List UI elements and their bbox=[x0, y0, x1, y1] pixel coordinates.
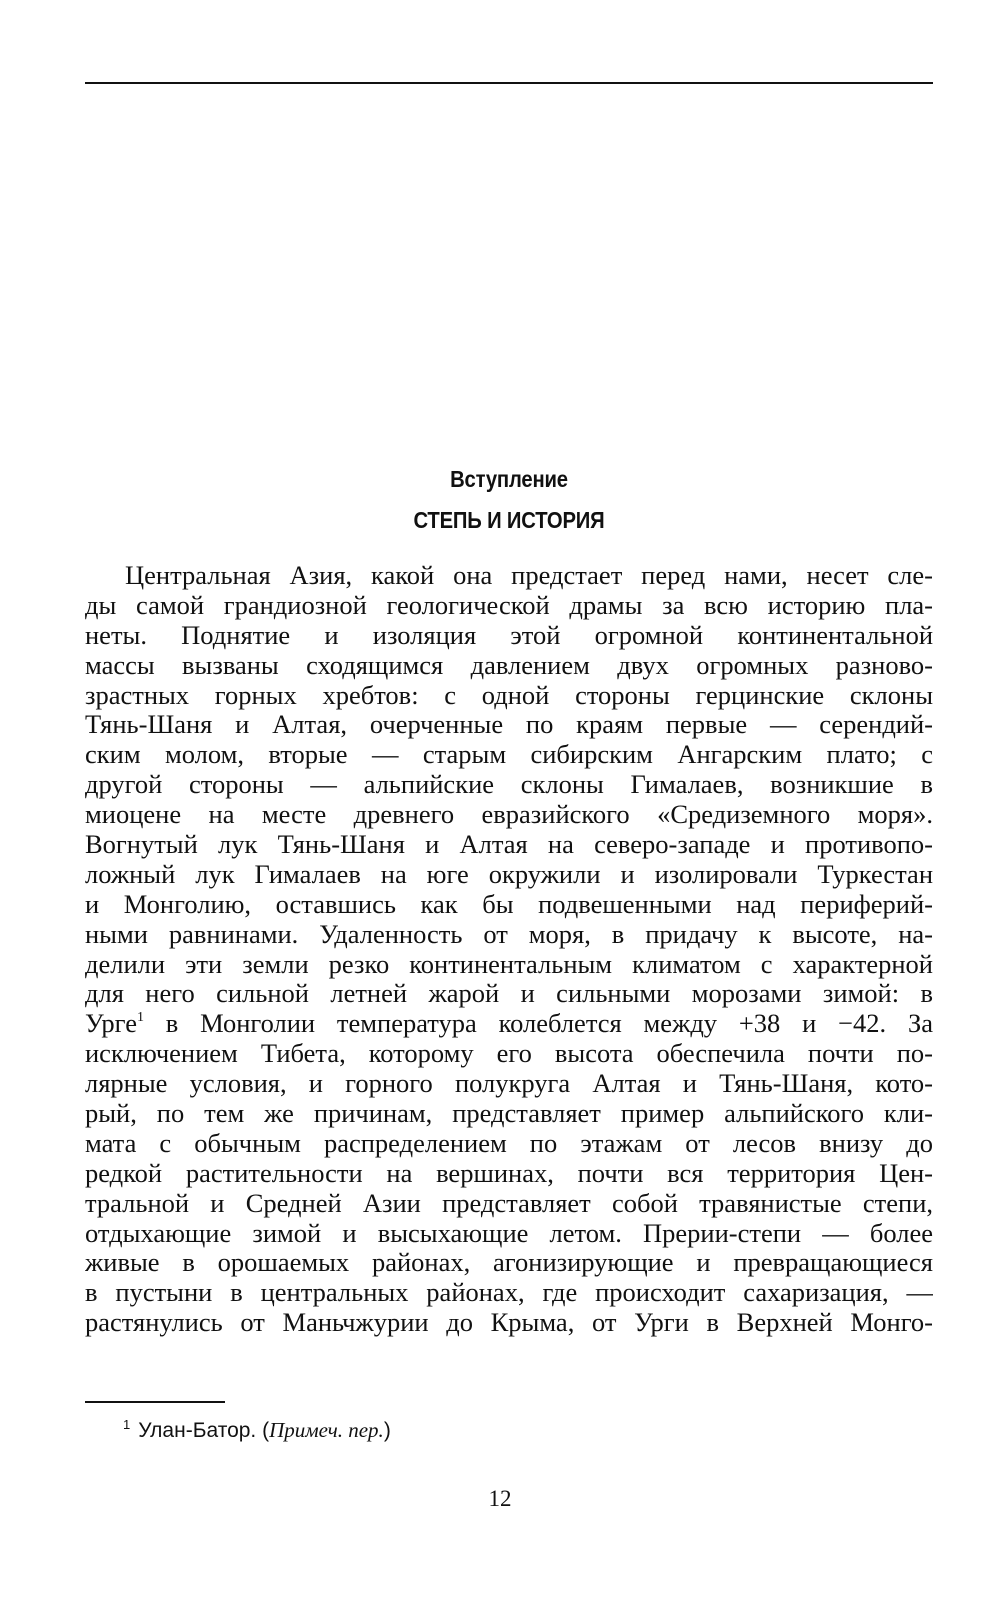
footnote bbox=[123, 1417, 391, 1443]
text-line: другой стороны — альпийские склоны Гималаев, возникшие в bbox=[85, 770, 933, 800]
text-line: отдыхающие зимой и высыхающие летом. Прерии-степи — более bbox=[85, 1218, 933, 1248]
text-line: мата с обычным распределением по этажам от лесов внизу до bbox=[85, 1128, 933, 1158]
text-line: делили эти земли резко континентальным климатом с характерной bbox=[85, 949, 933, 979]
text-line: и Монголию, оставшись как бы подвешенными над периферий- bbox=[85, 889, 933, 919]
text-line: живые в орошаемых районах, агонизирующие и превращающиеся bbox=[85, 1248, 933, 1278]
footnote-close: ) bbox=[383, 1419, 391, 1442]
text-line: Вогнутый лук Тянь-Шаня и Алтая на северо-западе и противопо- bbox=[85, 830, 933, 860]
text-fragment: Урге bbox=[85, 1009, 137, 1039]
text-line: рый, по тем же причинам, представляет пример альпийского кли- bbox=[85, 1099, 933, 1129]
footnote-note: Примеч. пер. bbox=[269, 1418, 384, 1442]
text-line: ским молом, вторые — старым сибирским Ангарским плато; с bbox=[85, 740, 933, 770]
page-number: 12 bbox=[488, 1486, 512, 1511]
text-line: ды самой грандиозной геологической драмы за всю историю пла- bbox=[85, 590, 933, 620]
footnote-text: Улан-Батор. ( bbox=[138, 1419, 270, 1442]
text-line: неты. Поднятие и изоляция этой огромной континентальной bbox=[85, 620, 933, 650]
text-line: редкой растительности на вершинах, почти вся территория Цен- bbox=[85, 1158, 933, 1188]
text-line: исключением Тибета, которому его высота обеспечила почти по- bbox=[85, 1039, 933, 1069]
text-line: Тянь-Шаня и Алтая, очерченные по краям первые — серендий- bbox=[85, 710, 933, 740]
chapter-heading: Вступление bbox=[450, 466, 568, 492]
text-line: массы вызваны сходящимся давлением двух огромных разново- bbox=[85, 650, 933, 680]
body-text bbox=[85, 561, 933, 1338]
text-line: лярные условия, и горного полукруга Алтая и Тянь-Шаня, кото- bbox=[85, 1069, 933, 1099]
text-line: Центральная Азия, какой она предстает перед нами, несет сле- bbox=[125, 561, 933, 590]
footnote-marker: 1 bbox=[123, 1417, 131, 1432]
text-line: ложный лук Гималаев на юге окружили и изолировали Туркестан bbox=[85, 859, 933, 889]
text-line: миоцене на месте древнего евразийского «Средиземного моря». bbox=[85, 800, 933, 830]
text-fragment: в Монголии температура колеблется между +38 и −42. За bbox=[143, 1009, 933, 1039]
text-line: ными равнинами. Удаленность от моря, в придачу к высоте, на- bbox=[85, 919, 933, 949]
text-line: в пустыни в центральных районах, где происходит сахаризация, — bbox=[85, 1278, 933, 1308]
text-line: для него сильной летней жарой и сильными морозами зимой: в bbox=[85, 979, 933, 1009]
text-line bbox=[85, 1009, 933, 1039]
text-line: растянулись от Маньчжурии до Крыма, от Урги в Верхней Монго- bbox=[85, 1308, 933, 1338]
footnote-rule bbox=[85, 1401, 225, 1403]
text-line: тральной и Средней Азии представляет собой травянистые степи, bbox=[85, 1188, 933, 1218]
chapter-title: СТЕПЬ И ИСТОРИЯ bbox=[413, 507, 605, 533]
footnote-ref[interactable]: 1 bbox=[136, 1010, 144, 1026]
top-rule bbox=[85, 82, 933, 84]
text-line: зрастных горных хребтов: с одной стороны герцинские склоны bbox=[85, 680, 933, 710]
